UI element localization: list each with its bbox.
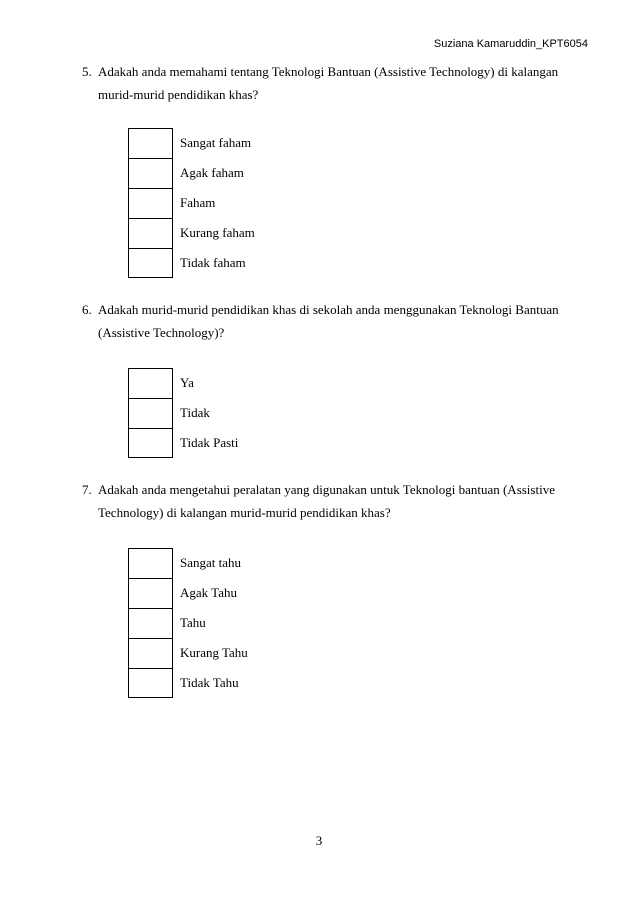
option-label: Tidak faham bbox=[180, 255, 246, 270]
option-row[interactable] bbox=[128, 548, 248, 578]
answer-checkbox[interactable] bbox=[128, 128, 173, 158]
question-text: Adakah anda memahami tentang Teknologi Bantuan (Assistive Technology) di kalangan murid-murid pendidikan khas? bbox=[98, 64, 559, 102]
option-row[interactable] bbox=[128, 608, 248, 638]
option-row[interactable] bbox=[128, 578, 248, 608]
option-row[interactable] bbox=[128, 158, 255, 188]
options-question-6 bbox=[128, 368, 238, 458]
option-row[interactable] bbox=[128, 668, 248, 698]
page-number: 3 bbox=[315, 833, 323, 848]
options-question-7 bbox=[128, 548, 248, 698]
answer-checkbox[interactable] bbox=[128, 668, 173, 698]
answer-checkbox[interactable] bbox=[128, 428, 173, 458]
option-label: Kurang faham bbox=[180, 225, 255, 240]
option-row[interactable] bbox=[128, 248, 255, 278]
answer-checkbox[interactable] bbox=[128, 548, 173, 578]
answer-checkbox[interactable] bbox=[128, 368, 173, 398]
option-label: Tahu bbox=[180, 615, 206, 630]
option-row[interactable] bbox=[128, 218, 255, 248]
option-row[interactable] bbox=[128, 638, 248, 668]
option-label: Tidak Pasti bbox=[180, 435, 239, 450]
question-number: 5. bbox=[82, 64, 92, 79]
options-question-5 bbox=[128, 128, 255, 278]
option-label: Tidak Tahu bbox=[180, 675, 239, 690]
option-row[interactable] bbox=[128, 368, 238, 398]
question-7 bbox=[82, 478, 582, 524]
question-5 bbox=[82, 60, 582, 106]
option-label: Tidak bbox=[180, 405, 210, 420]
option-row[interactable] bbox=[128, 428, 238, 458]
option-label: Faham bbox=[180, 195, 216, 210]
answer-checkbox[interactable] bbox=[128, 158, 173, 188]
option-label: Agak Tahu bbox=[180, 585, 237, 600]
option-label: Sangat tahu bbox=[180, 555, 242, 570]
question-text: Adakah anda mengetahui peralatan yang digunakan untuk Teknologi bantuan (Assistive Technology) di kalangan murid-murid pendidikan khas? bbox=[98, 482, 555, 520]
answer-checkbox[interactable] bbox=[128, 248, 173, 278]
option-label: Ya bbox=[180, 375, 194, 390]
option-label: Kurang Tahu bbox=[180, 645, 248, 660]
question-number: 6. bbox=[82, 302, 92, 317]
answer-checkbox[interactable] bbox=[128, 398, 173, 428]
question-number: 7. bbox=[82, 482, 92, 497]
question-text: Adakah murid-murid pendidikan khas di sekolah anda menggunakan Teknologi Bantuan (Assistive Technology)? bbox=[98, 302, 559, 340]
question-6 bbox=[82, 298, 582, 344]
page-header: Suziana Kamaruddin_KPT6054 bbox=[433, 38, 588, 50]
option-row[interactable] bbox=[128, 188, 255, 218]
answer-checkbox[interactable] bbox=[128, 188, 173, 218]
answer-checkbox[interactable] bbox=[128, 218, 173, 248]
option-label: Agak faham bbox=[180, 165, 244, 180]
option-label: Sangat faham bbox=[180, 135, 252, 150]
option-row[interactable] bbox=[128, 398, 238, 428]
answer-checkbox[interactable] bbox=[128, 608, 173, 638]
answer-checkbox[interactable] bbox=[128, 638, 173, 668]
option-row[interactable] bbox=[128, 128, 255, 158]
answer-checkbox[interactable] bbox=[128, 578, 173, 608]
